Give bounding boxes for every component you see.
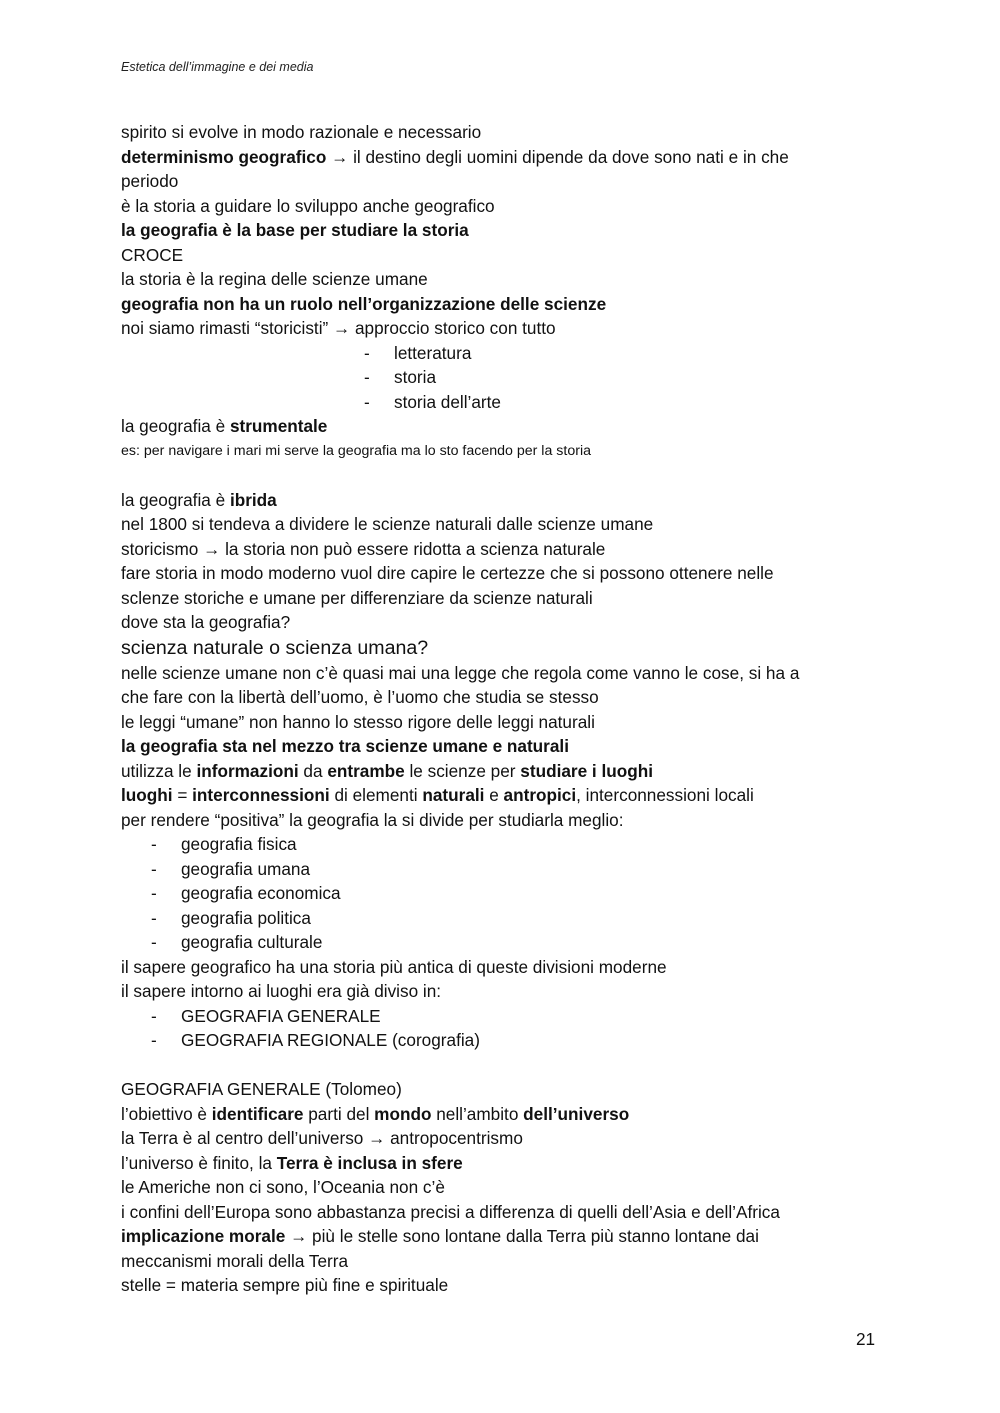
text-line: fare storia in modo moderno vuol dire capire le certezze che si possono ottenere nelle: [121, 563, 774, 583]
text-line: nelle scienze umane non c’è quasi mai una legge che regola come vanno le cose, si ha a: [121, 662, 800, 683]
text-line: [121, 488, 881, 513]
text-line: è la storia a guidare lo sviluppo anche geografico: [121, 195, 495, 216]
text-line: stelle = materia sempre più fine e spirituale: [121, 1275, 449, 1295]
text-segment: → più le stelle sono lontane dalla Terra più stanno lontane dai: [285, 1226, 759, 1246]
text-line: periodo: [121, 171, 179, 191]
text-line: [121, 145, 881, 170]
bold-term: implicazione morale: [121, 1226, 286, 1246]
text-line: [121, 759, 881, 784]
text-line: spirito si evolve in modo razionale e necessario: [121, 122, 482, 142]
text-line: la Terra è al centro dell’universo → antropocentrismo: [121, 1128, 523, 1148]
bold-term: determinismo geografico: [121, 146, 327, 167]
page-body: [121, 120, 881, 1298]
text-line: [121, 783, 881, 808]
text-segment: , interconnessioni locali: [576, 785, 754, 805]
list-item: [121, 930, 881, 955]
text-segment: nell’ambito: [431, 1103, 524, 1124]
list-item: [121, 365, 881, 390]
list-marker: -: [364, 367, 370, 387]
bold-line: la geografia sta nel mezzo tra scienze umane e naturali: [121, 736, 569, 756]
list-item: [121, 1004, 881, 1029]
example-line: es: per navigare i mari mi serve la geografia ma lo sto facendo per la storia: [121, 442, 591, 459]
list-item-label: GEOGRAFIA REGIONALE (corografia): [181, 1030, 480, 1050]
list-item: [121, 1028, 881, 1053]
bold-term: Terra è inclusa in sfere: [276, 1152, 463, 1173]
bold-term: naturali: [422, 785, 485, 805]
bold-term: mondo: [374, 1103, 432, 1124]
bold-term: antropici: [503, 785, 577, 805]
list-item-label: geografia umana: [181, 858, 310, 879]
text-line: il sapere geografico ha una storia più antica di queste divisioni moderne: [121, 956, 667, 977]
text-line: sclenze storiche e umane per differenziare da scienze naturali: [121, 587, 593, 608]
text-line: [121, 1102, 881, 1127]
list-marker: -: [151, 1005, 157, 1026]
list-marker: -: [151, 932, 157, 952]
bold-term: ibrida: [229, 489, 277, 510]
list-marker: -: [151, 834, 157, 854]
text-line: le leggi “umane” non hanno lo stesso rigore delle leggi naturali: [121, 711, 595, 732]
text-line: la storia è la regina delle scienze umane: [121, 269, 428, 289]
text-line: per rendere “positiva” la geografia la si divide per studiarla meglio:: [121, 809, 624, 830]
text-segment: l’obiettivo è: [121, 1103, 212, 1124]
text-line: meccanismi morali della Terra: [121, 1250, 349, 1271]
text-segment: da: [298, 760, 328, 781]
list-item-label: geografia culturale: [181, 932, 323, 952]
text-segment: utilizza le: [121, 760, 197, 781]
list-marker: -: [364, 391, 370, 412]
bold-line: la geografia è la base per studiare la storia: [121, 220, 469, 240]
text-line: GEOGRAFIA GENERALE (Tolomeo): [121, 1079, 402, 1099]
blank-line: [121, 1053, 881, 1078]
text-line: il sapere intorno ai luoghi era già diviso in:: [121, 981, 442, 1001]
text-line: storicismo → la storia non può essere ridotta a scienza naturale: [121, 538, 606, 559]
text-line: [121, 1224, 881, 1249]
bold-term: entrambe: [327, 760, 405, 781]
list-item: [121, 832, 881, 857]
list-item: [121, 341, 881, 366]
running-header: Estetica dell’immagine e dei media: [121, 60, 314, 74]
list-item-label: storia dell’arte: [394, 391, 501, 412]
text-line: dove sta la geografia?: [121, 612, 291, 632]
list-marker: -: [151, 907, 157, 928]
text-segment: la geografia è: [121, 489, 230, 510]
list-marker: -: [151, 883, 157, 903]
bold-term: informazioni: [196, 760, 299, 781]
list-marker: -: [364, 342, 370, 363]
text-segment: di elementi: [329, 785, 423, 805]
page-number: 21: [856, 1329, 876, 1349]
text-line: [121, 1151, 881, 1176]
list-item: [121, 906, 881, 931]
list-item-label: geografia politica: [181, 907, 311, 928]
bold-term: studiare i luoghi: [520, 760, 654, 781]
bold-term: interconnessioni: [192, 785, 330, 805]
text-segment: → il destino degli uomini dipende da dove sono nati e in che: [326, 146, 789, 167]
bold-term: identificare: [211, 1103, 304, 1124]
list-item: [121, 881, 881, 906]
bold-term: luoghi: [121, 785, 173, 805]
text-line: [121, 414, 881, 439]
list-item-label: geografia fisica: [181, 834, 297, 854]
bold-term: dell’universo: [523, 1103, 630, 1124]
text-segment: =: [172, 785, 193, 805]
text-segment: parti del: [303, 1103, 375, 1124]
list-item-label: letteratura: [394, 342, 472, 363]
text-line: che fare con la libertà dell’uomo, è l’uomo che studia se stesso: [121, 687, 599, 707]
text-segment: l’universo è finito, la: [121, 1152, 277, 1173]
text-line: le Americhe non ci sono, l’Oceania non c’è: [121, 1177, 445, 1197]
list-marker: -: [151, 1030, 157, 1050]
text-segment: le scienze per: [404, 760, 521, 781]
bold-line: geografia non ha un ruolo nell’organizzazione delle scienze: [121, 293, 607, 314]
text-line: i confini dell’Europa sono abbastanza precisi a differenza di quelli dell’Asia e dell’Africa: [121, 1201, 780, 1222]
list-item: [121, 857, 881, 882]
list-marker: -: [151, 858, 157, 879]
list-item-label: geografia economica: [181, 883, 341, 903]
text-segment: la geografia è: [121, 416, 230, 436]
list-item-label: GEOGRAFIA GENERALE: [181, 1005, 381, 1026]
list-item-label: storia: [394, 367, 437, 387]
text-line: noi siamo rimasti “storicisti” → approccio storico con tutto: [121, 318, 556, 338]
subheading-line: scienza naturale o scienza umana?: [121, 636, 429, 659]
list-item: [121, 390, 881, 415]
text-line: nel 1800 si tendeva a dividere le scienze naturali dalle scienze umane: [121, 514, 654, 534]
bold-term: strumentale: [229, 416, 328, 436]
text-segment: e: [484, 785, 504, 805]
blank-line: [121, 463, 881, 488]
text-line: CROCE: [121, 244, 184, 265]
